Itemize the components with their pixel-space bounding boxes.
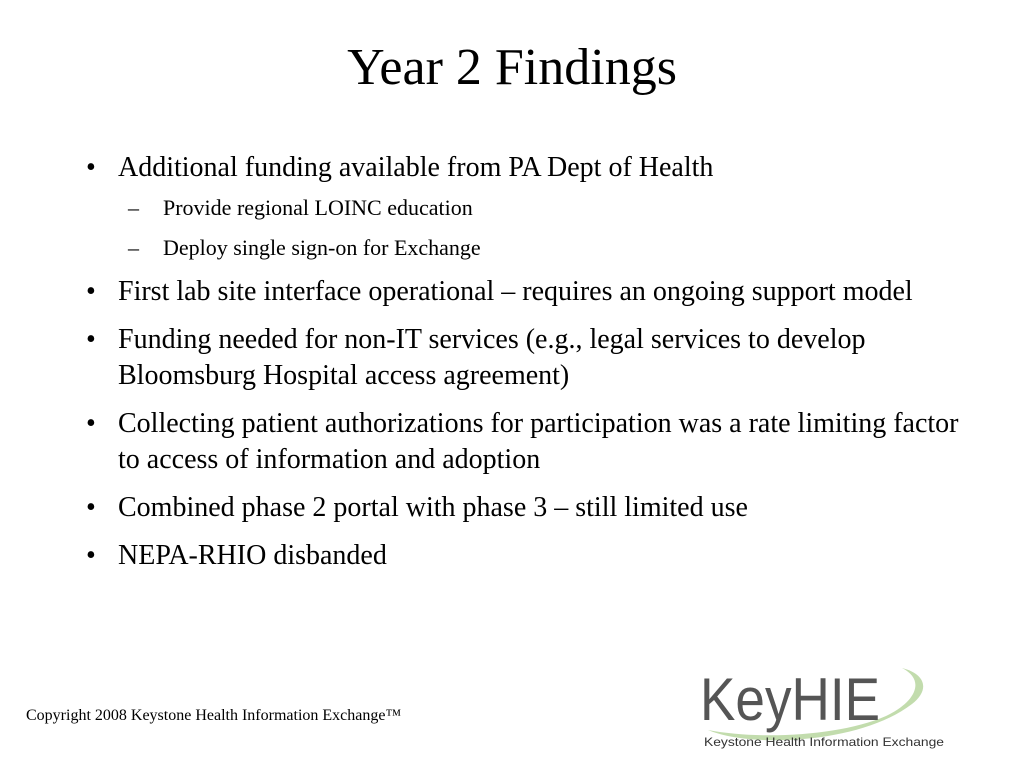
logo-tagline: Keystone Health Information Exchange [704, 735, 945, 749]
bullet-text: First lab site interface operational – requires an ongoing support model [118, 276, 913, 307]
bullet-item [78, 150, 978, 262]
bullet-glyph: • [86, 152, 96, 183]
bullet-list [78, 150, 978, 586]
bullet-item [78, 406, 978, 478]
sub-bullet-item [118, 234, 978, 262]
bullet-text: NEPA-RHIO disbanded [118, 540, 387, 571]
copyright-footer: Copyright 2008 Keystone Health Information Exchange™ [26, 707, 402, 724]
bullet-glyph: • [86, 492, 96, 523]
bullet-text: Funding needed for non-IT services (e.g., legal services to develop Bloomsburg Hospital access agreement) [118, 324, 866, 391]
sub-bullet-item [118, 194, 978, 222]
bullet-item [78, 538, 978, 574]
bullet-glyph: • [86, 540, 96, 571]
sub-bullet-glyph: – [128, 195, 139, 220]
bullet-glyph: • [86, 324, 96, 355]
bullet-glyph: • [86, 408, 96, 439]
sub-bullet-text: Deploy single sign-on for Exchange [163, 235, 481, 260]
sub-bullet-glyph: – [128, 235, 139, 260]
bullet-item [78, 274, 978, 310]
bullet-item [78, 322, 978, 394]
logo-wordmark: KeyHIE [700, 666, 880, 733]
bullet-item [78, 490, 978, 526]
sub-bullet-list [118, 194, 978, 262]
sub-bullet-text: Provide regional LOINC education [163, 195, 473, 220]
bullet-text: Additional funding available from PA Dept of Health [118, 152, 714, 183]
bullet-text: Combined phase 2 portal with phase 3 – still limited use [118, 492, 748, 523]
keyhie-logo [690, 652, 960, 756]
slide-title: Year 2 Findings [347, 39, 677, 96]
bullet-text: Collecting patient authorizations for participation was a rate limiting factor to access of information and adoption [118, 408, 959, 475]
bullet-glyph: • [86, 276, 96, 307]
